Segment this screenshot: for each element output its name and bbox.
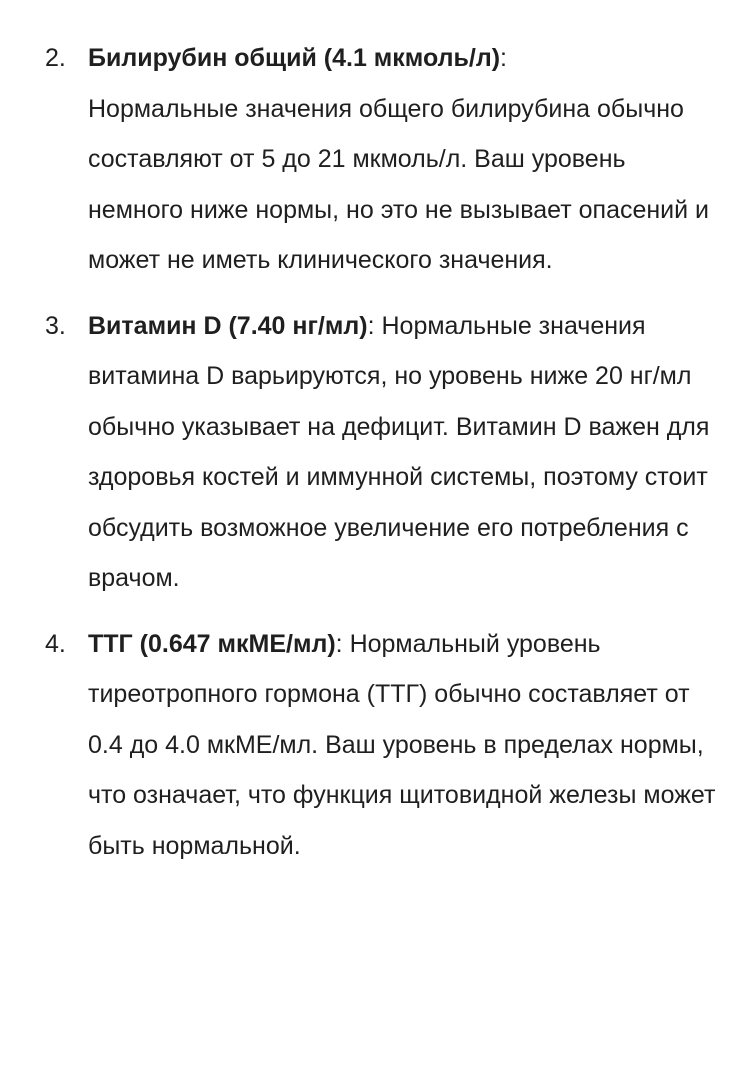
list-item-separator: : [367, 311, 375, 340]
list-item-title: Билирубин общий (4.1 мкмоль/л) [88, 44, 501, 72]
list-item-tsh [0, 619, 740, 872]
list-item-number: 4. [45, 629, 66, 658]
list-item-vitamin-d [0, 301, 740, 604]
list-item-title: Витамин D (7.40 нг/мл) [88, 311, 368, 340]
list-item-separator: : [500, 44, 507, 72]
list-item-number: 2. [45, 44, 66, 72]
list-item-text: Нормальные значения общего билирубина обычно составляют от 5 до 21 мкмоль/л. Ваш уровень немного ниже нормы, но это не вызывает опасений и может не иметь клинического значения. [88, 94, 710, 274]
lab-results-list [0, 33, 740, 871]
list-item-title: ТТГ (0.647 мкМЕ/мл) [88, 629, 336, 658]
list-item-bilirubin [0, 33, 740, 286]
list-item-text: Нормальные значения витамина D варьируются, но уровень ниже 20 нг/мл обычно указывает на дефицит. Витамин D важен для здоровья костей и иммунной системы, поэтому стоит обсудить возможное увеличение его потребления с врачом. [88, 311, 710, 592]
list-item-separator: : [335, 629, 343, 658]
list-item-number: 3. [45, 311, 66, 340]
list-item-text: Нормальный уровень тиреотропного гормона (ТТГ) обычно составляет от 0.4 до 4.0 мкМЕ/мл. Ваш уровень в пределах нормы, что означает, что функция щитовидной железы может быть нормальной. [88, 629, 716, 860]
